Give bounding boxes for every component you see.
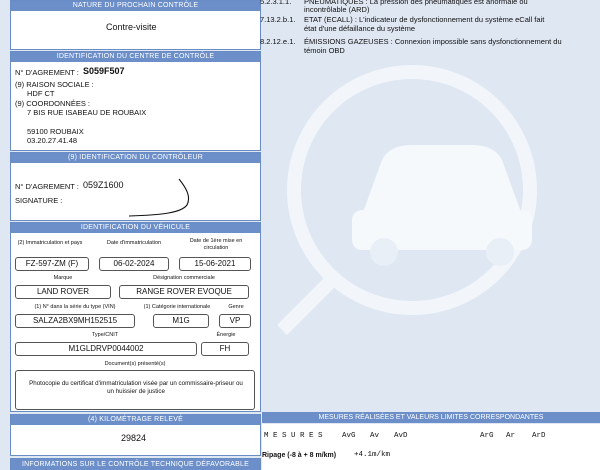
center-header: IDENTIFICATION DU CENTRE DE CONTRÔLE: [11, 52, 260, 62]
first-date-value: 15-06-2021: [179, 257, 251, 271]
docs-box: [15, 370, 255, 410]
marque-value: LAND ROVER: [15, 285, 111, 299]
defect-code-3: 8.2.12.e.1.: [260, 37, 296, 46]
col-arg: ArG: [480, 432, 494, 440]
next-check-value: Contre-visite: [106, 22, 157, 32]
immat-label: (2) Immatriculation et pays: [17, 240, 83, 246]
car-watermark: [272, 30, 592, 410]
immat-value: FZ-597-ZM (F): [15, 257, 89, 271]
categorie-label: (1) Catégorie internationale: [143, 304, 211, 310]
designation-label: Désignation commerciale: [153, 275, 215, 281]
ripage-value: +4.1m/km: [354, 451, 391, 459]
raison-label: (9) RAISON SOCIALE :: [15, 80, 94, 89]
type-label: Type/CNIT: [91, 332, 119, 338]
vehicle-header: IDENTIFICATION DU VÉHICULE: [11, 223, 260, 233]
docs-line1: Photocopie du certificat d'immatriculation visée par un commissaire-priseur ou: [29, 380, 243, 387]
docs-label: Document(s) présenté(s): [104, 361, 166, 367]
defect-text-1b: incontrôlable (ARD): [304, 5, 370, 14]
categorie-value: M1G: [153, 314, 209, 328]
coord-label: (9) COORDONNÉES :: [15, 99, 91, 108]
defect-text-3a: ÉMISSIONS GAZEUSES : Connexion impossible sans dysfonctionnement du: [304, 37, 562, 46]
phone: 03.20.27.41.48: [27, 136, 78, 145]
defect-text-3b: témoin OBD: [304, 46, 345, 55]
address-line2: 59100 ROUBAIX: [27, 127, 84, 136]
next-check-header: NATURE DU PROCHAIN CONTRÔLE: [11, 1, 260, 11]
mileage-header: (4) KILOMÉTRAGE RELEVÉ: [11, 415, 260, 425]
vehicle-panel: [10, 222, 261, 412]
vin-value: SALZA2BX9MH152515: [15, 314, 135, 328]
raison-value: HDF CT: [27, 89, 55, 98]
type-value: M1GLDRVP0044002: [15, 342, 197, 356]
docs-line2: un huissier de justice: [107, 388, 165, 395]
controller-agrement-value: 059Z1600: [83, 180, 124, 190]
defect-text-2b: état d'une défaillance du système: [304, 24, 416, 33]
designation-value: RANGE ROVER EVOQUE: [119, 285, 249, 299]
unfavorable-header: INFORMATIONS SUR LE CONTRÔLE TECHNIQUE DÉFAVORABLE: [11, 459, 260, 470]
signature-label: SIGNATURE :: [15, 196, 63, 205]
col-avd: AvD: [394, 432, 408, 440]
genre-label: Genre: [228, 304, 244, 310]
center-agrement-label: N° D'AGREMENT :: [15, 68, 79, 77]
unfavorable-panel: [10, 458, 261, 470]
signature-mark: [121, 175, 211, 217]
marque-label: Marque: [53, 275, 73, 281]
ripage-label: Ripage (-8 à + 8 m/km): [262, 452, 337, 459]
col-av: Av: [370, 432, 380, 440]
measures-header: MESURES RÉALISÉES ET VALEURS LIMITES CORRESPONDANTES: [262, 412, 600, 423]
next-check-panel: [10, 0, 261, 50]
immat-date-label: Date d'immatriculation: [106, 240, 162, 246]
defect-code-1: 5.2.3.1.1.: [260, 0, 292, 6]
defect-text-1a: PNEUMATIQUES : La pression des pneumatiques est anormale ou: [304, 0, 528, 6]
address-line1: 7 BIS RUE ISABEAU DE ROUBAIX: [27, 108, 147, 117]
measures-title: M E S U R E S: [264, 432, 323, 440]
controller-header: (9) IDENTIFICATION DU CONTRÔLEUR: [11, 153, 260, 163]
defect-text-2a: ETAT (ECALL) : L'indicateur de dysfonctionnement du système eCall fait: [304, 15, 545, 24]
col-ar: Ar: [506, 432, 516, 440]
energie-value: FH: [201, 342, 249, 356]
col-ard: ArD: [532, 432, 546, 440]
center-agrement-value: S059F507: [83, 66, 125, 76]
center-panel: [10, 51, 261, 151]
mileage-panel: [10, 414, 261, 456]
vin-label: (1) N° dans la série du type (VIN): [34, 304, 116, 310]
immat-date-value: 06-02-2024: [99, 257, 169, 271]
measures-body: [262, 424, 600, 470]
first-date-label: Date de 1ère mise en circulation: [189, 238, 243, 251]
energie-label: Énergie: [216, 332, 236, 338]
mileage-value: 29824: [121, 433, 147, 443]
defects-area: [262, 0, 600, 470]
controller-agrement-label: N° D'AGREMENT :: [15, 182, 79, 191]
col-avg: AvG: [342, 432, 356, 440]
genre-value: VP: [219, 314, 251, 328]
defect-code-2: 7.13.2.b.1.: [260, 15, 296, 24]
controller-panel: [10, 152, 261, 221]
